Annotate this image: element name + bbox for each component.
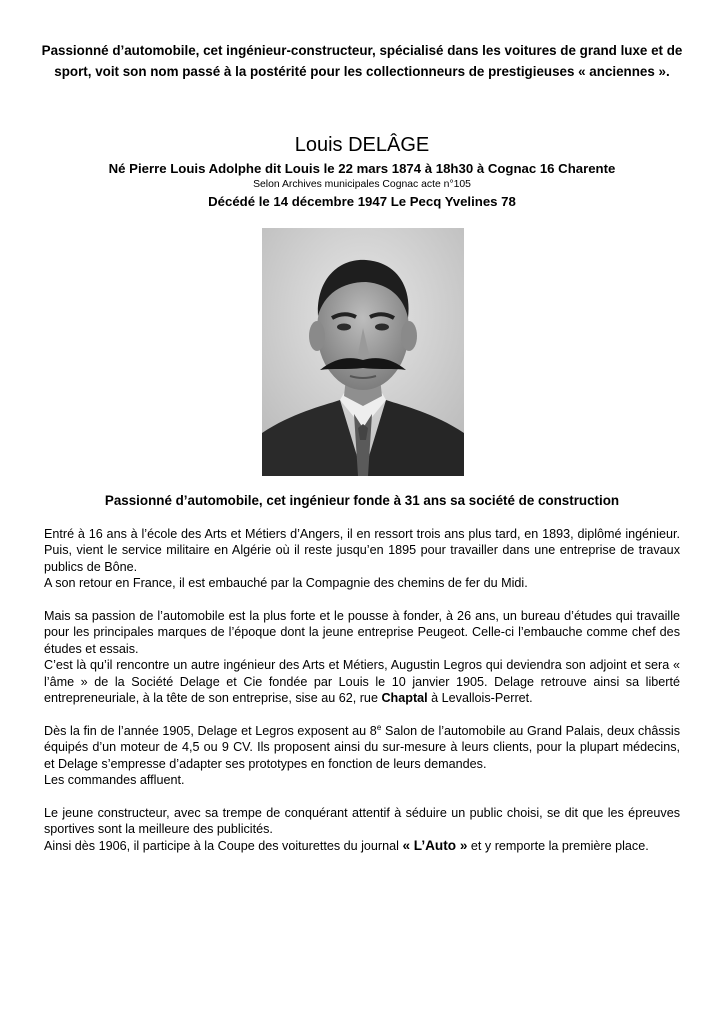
birth-info: Né Pierre Louis Adolphe dit Louis le 22 mars 1874 à 18h30 à Cognac 16 Charente — [108, 161, 616, 176]
paragraph-text: Dès la fin de l’année 1905, Delage et Legros exposent au 8 — [44, 723, 377, 738]
paragraph: Entré à 16 ans à l’école des Arts et Métiers d’Angers, il en ressort trois ans plus tard, en 1893, diplômé ingénieur. Puis, vient le service militaire en Algérie où il reste jusqu’en 1895 pour travailler dans une entreprise de travaux publics de Bône. — [44, 527, 680, 574]
section-subtitle: Passionné d’automobile, cet ingénieur fonde à 31 ans sa société de construction — [104, 493, 620, 508]
paragraph: Mais sa passion de l’automobile est la plus forte et le pousse à fonder, à 26 ans, un bureau d’études qui travaille pour les principales marques de l’époque dont la jeune entreprise Peugeot. Celle-ci l’embauche comme chef des études et essais. — [44, 609, 680, 656]
street-name: Chaptal — [381, 691, 428, 706]
paragraph: Les commandes affluent. — [44, 773, 185, 788]
paragraph — [44, 838, 680, 854]
portrait-illustration — [262, 228, 464, 476]
archive-source: Selon Archives municipales Cognac acte n°105 — [253, 179, 471, 190]
paragraph-text: C’est là qu’il rencontre un autre ingénieur des Arts et Métiers, Augustin Legros qui deviendra son adjoint et sera « l’âme » de la Société Delage et Cie fondée par Louis le 10 janvier 1905. Delage retrouve ainsi sa liberté entrepreneuriale, à la tête de son entreprise, sise au 62, rue — [44, 658, 680, 706]
person-name: Louis DELÂGE — [294, 134, 430, 156]
newspaper-name: « L’Auto » — [402, 837, 468, 853]
intro-heading: Passionné d’automobile, cet ingénieur-constructeur, spécialisé dans les voitures de grand luxe et de sport, voit son nom passé à la postérité pour les collectionneurs de prestigieuses « anciennes ». — [41, 43, 683, 79]
paragraph-text: et y remporte la première place. — [470, 838, 649, 853]
paragraph-text: à Levallois-Perret. — [431, 691, 533, 706]
article-body — [44, 526, 680, 854]
ordinal-suffix: e — [376, 722, 382, 732]
paragraph: Le jeune constructeur, avec sa trempe de conquérant attentif à séduire un public choisi, se dit que les épreuves sportives sont la meilleure des publicités. — [44, 805, 680, 837]
paragraph-text: Salon de l’automobile au Grand Palais, deux châssis équipés d’un moteur de 4,5 ou 9 CV. Ils proposent ainsi du sur-mesure à leurs clients, pour la plupart médecins, et Delage s’empresse d’adapter ses prototypes en fonction de leurs demandes. — [44, 723, 681, 771]
portrait-photo — [262, 228, 464, 476]
paragraph — [44, 657, 680, 706]
paragraph-text: Ainsi dès 1906, il participe à la Coupe des voiturettes du journal — [44, 838, 399, 853]
paragraph — [44, 723, 680, 772]
death-info: Décédé le 14 décembre 1947 Le Pecq Yvelines 78 — [208, 194, 516, 209]
paragraph: A son retour en France, il est embauché par la Compagnie des chemins de fer du Midi. — [44, 576, 528, 591]
